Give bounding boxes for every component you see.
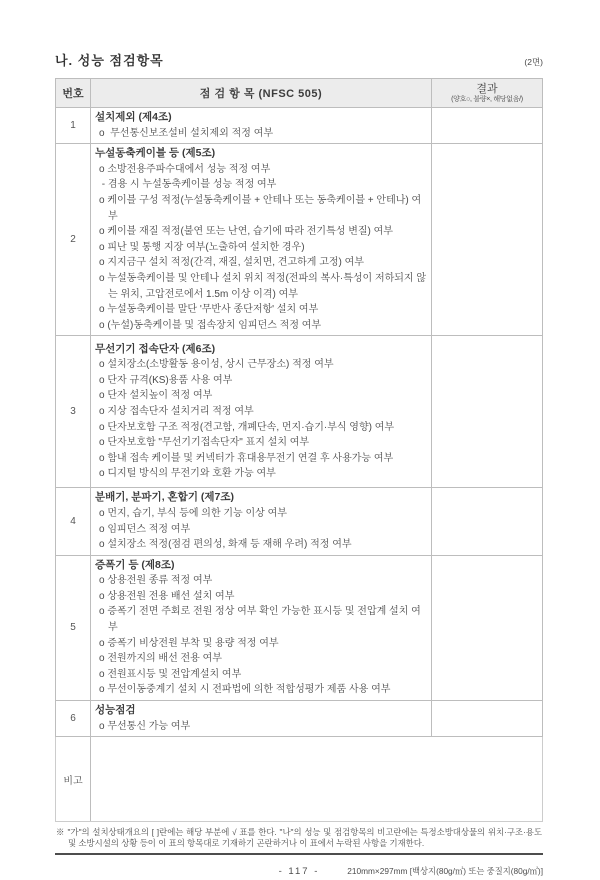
footnote: ※ "가"의 설치상태개요의 [ ]란에는 해당 부분에 √ 표를 한다. "나"의 성능 및 점검항목의 비고란에는 특정소방대상물의 위치·구조·용도 및 소방시설의 상황 등이 이 표의 항목대로 기재하기 곤란하거나 이 표에서 누락된 사항을 기재한다. <box>55 826 543 855</box>
section-title: 누설동축케이블 등 (제5조) <box>95 147 216 160</box>
checklist-item: o 누설동축케이블 및 안테나 설치 위치 적정(전파의 복사·특성이 저하되지 않는 위치, 고압전로에서 1.5m 이상 이격) 여부 <box>99 272 427 300</box>
row-number: 3 <box>56 336 91 488</box>
checklist-item: o 단자 설치높이 적정 여부 <box>99 390 213 402</box>
section-title: 분배기, 분파기, 혼합기 (제7조) <box>95 491 234 504</box>
row-number: 2 <box>56 144 91 336</box>
row-number: 5 <box>56 555 91 700</box>
result-cell <box>432 701 543 737</box>
row-content <box>91 555 432 700</box>
checklist-item: o 전원표시등 및 전압계설치 여부 <box>99 668 242 680</box>
column-header-item: 점 검 항 목 (NFSC 505) <box>91 79 432 108</box>
row-content <box>91 336 432 488</box>
table-row-4 <box>56 488 543 555</box>
section-title: 증폭기 등 (제8조) <box>95 558 175 571</box>
paper-spec: 210mm×297mm [백상지(80g/㎡) 또는 중질지(80g/㎡)] <box>347 866 543 877</box>
checklist-item: o 상용전원 종류 적정 여부 <box>99 575 213 587</box>
checklist-item: o 단자보호함 "무선기기접속단자" 표지 설치 여부 <box>99 437 310 449</box>
table-header-row <box>56 79 543 108</box>
row-content <box>91 108 432 144</box>
checklist-item: - 겸용 시 누설동축케이블 성능 적정 여부 <box>99 179 277 191</box>
checklist-item: o 무선통신 가능 여부 <box>99 720 191 732</box>
page-number: - 117 - <box>278 866 320 878</box>
section-title: 설치제외 (제4조) <box>95 111 172 123</box>
table-row-6 <box>56 701 543 737</box>
remark-cell <box>91 737 543 822</box>
checklist-item: o 케이블 재질 적정(불연 또는 난연, 습기에 따라 전기특성 변질) 여부 <box>99 226 393 238</box>
checklist-item: o 설치장소 적정(점검 편의성, 화재 등 재해 우려) 적정 여부 <box>99 539 352 551</box>
section-title: 무선기기 접속단자 (제6조) <box>95 342 216 355</box>
title-row <box>55 47 543 69</box>
remark-row <box>56 737 543 822</box>
checklist-item: o 함내 접속 케이블 및 커넥터가 휴대용무전기 연결 후 사용가능 여부 <box>99 452 394 464</box>
checklist-item: o 증폭기 비상전원 부착 및 용량 적정 여부 <box>99 637 279 649</box>
result-cell <box>432 555 543 700</box>
table-row-3 <box>56 336 543 488</box>
row-content <box>91 701 432 737</box>
column-header-no: 번호 <box>56 79 91 108</box>
row-content <box>91 144 432 336</box>
checklist-item: o 단자보호함 구조 적정(견고함, 개폐단속, 먼지·습기·부식 영향) 여부 <box>99 421 395 433</box>
table-row-1 <box>56 108 543 144</box>
checklist-item: o (누설)동축케이블 및 접속장치 임피던스 적정 여부 <box>99 319 322 331</box>
checklist-item: o 케이블 구성 적정(누설동축케이블 + 안테나 또는 동축케이블 + 안테나) 여부 <box>99 194 422 222</box>
row-content <box>91 488 432 555</box>
checklist-item: o 소방전용주파수대에서 성능 적정 여부 <box>99 163 271 175</box>
checklist-item: o 지상 접속단자 설치거리 적정 여부 <box>99 406 254 418</box>
checklist-item: o 지지금구 설치 적정(간격, 재질, 설치면, 견고하게 고정) 여부 <box>99 257 364 269</box>
checklist-item: o 피난 및 통행 지장 여부(노출하여 설치한 경우) <box>99 241 305 253</box>
document-page <box>55 47 543 880</box>
page-side-label: (2면) <box>524 57 543 67</box>
result-cell <box>432 144 543 336</box>
checklist-item: o 임피던스 적정 여부 <box>99 523 191 535</box>
result-header-title: 결과 <box>476 82 498 95</box>
checklist-item: o 무선이동중계기 설치 시 전파법에 의한 적합성평가 제품 사용 여부 <box>99 684 391 696</box>
inspection-table <box>55 78 543 822</box>
checklist-item: o 전원까지의 배선 전용 여부 <box>99 653 222 665</box>
column-header-result <box>432 79 543 108</box>
checklist-item: o 누설동축케이블 말단 '무반사 종단저항' 설치 여부 <box>99 304 319 316</box>
page-title: 나. 성능 점검항목 <box>55 53 164 68</box>
row-number: 6 <box>56 701 91 737</box>
table-row-2 <box>56 144 543 336</box>
checklist-item: o 증폭기 전면 주회로 전원 정상 여부 확인 가능한 표시등 및 전압계 설치 여부 <box>99 606 421 634</box>
checklist-item: o 상용전원 전용 배선 설치 여부 <box>99 590 235 602</box>
checklist-item: o 설치장소(소방활동 용이성, 상시 근무장소) 적정 여부 <box>99 359 334 371</box>
page-footer <box>55 866 543 880</box>
section-title: 성능점검 <box>95 704 136 717</box>
checklist-item: o 디지털 방식의 무전기와 호환 가능 여부 <box>99 468 276 480</box>
checklist-item: o 무선통신보조설비 설치제외 적정 여부 <box>99 127 274 139</box>
checklist-item: o 먼지, 습기, 부식 등에 의한 기능 이상 여부 <box>99 507 287 519</box>
table-row-5 <box>56 555 543 700</box>
row-number: 1 <box>56 108 91 144</box>
result-cell <box>432 488 543 555</box>
result-header-legend: (양호○, 불량×, 해당없음/) <box>451 95 523 103</box>
result-cell <box>432 336 543 488</box>
checklist-item: o 단자 규격(KS)용품 사용 여부 <box>99 374 233 386</box>
result-cell <box>432 108 543 144</box>
row-number: 4 <box>56 488 91 555</box>
remark-label: 비고 <box>56 737 91 822</box>
